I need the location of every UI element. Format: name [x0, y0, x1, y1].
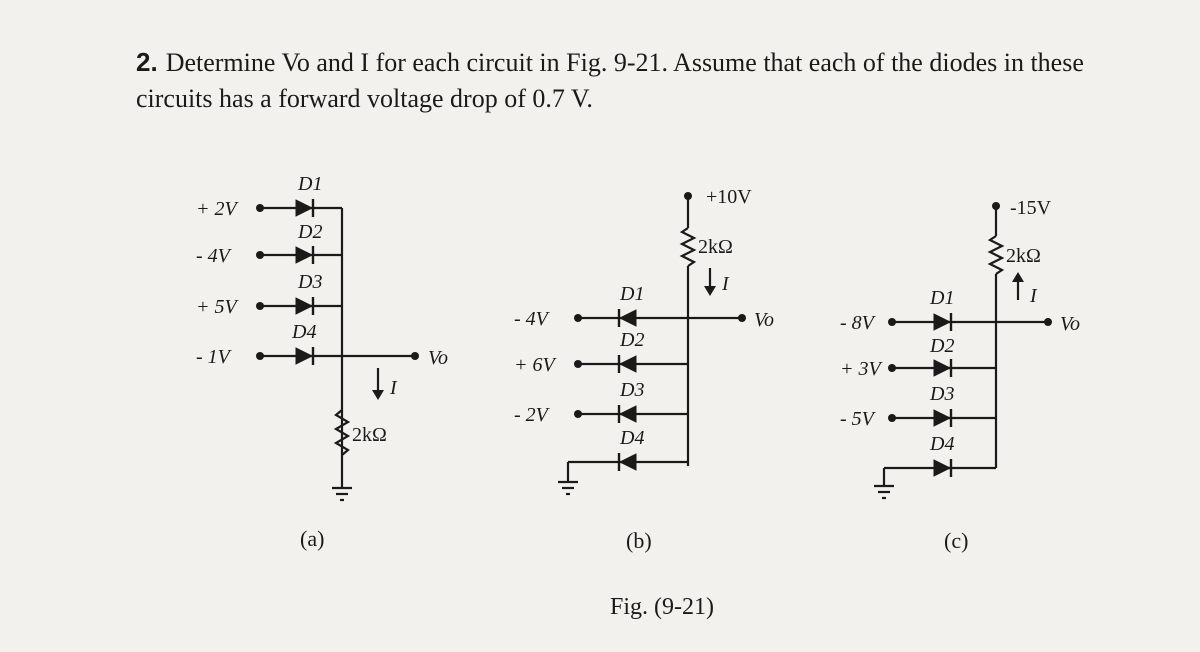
diode-c-d3	[934, 409, 951, 427]
diode-label-a-1: D1	[298, 173, 323, 195]
diode-label-c-3: D3	[930, 383, 955, 405]
diode-a-d4	[296, 347, 313, 365]
input-label-a-2: - 4V	[196, 245, 230, 267]
supply-label-b: +10V	[706, 186, 752, 208]
resistor-label-a: 2kΩ	[352, 424, 387, 446]
input-label-b-3: - 2V	[514, 404, 548, 426]
input-label-b-1: - 4V	[514, 308, 548, 330]
diode-a-d3	[296, 297, 313, 315]
circuit-label-a: (a)	[300, 526, 325, 551]
circuit-b	[514, 186, 774, 553]
input-label-a-1: + 2V	[196, 198, 237, 220]
diode-c-d4	[934, 459, 951, 477]
diode-a-d2	[296, 246, 313, 264]
output-node-b	[738, 314, 746, 322]
circuit-c	[840, 197, 1080, 553]
current-arrow-b	[704, 286, 716, 296]
resistor-label-b: 2kΩ	[698, 236, 733, 258]
output-node-a	[411, 352, 419, 360]
diode-c-d2	[934, 359, 951, 377]
resistor-b	[682, 228, 694, 266]
diode-b-d4	[619, 453, 636, 471]
input-label-c-3: - 5V	[840, 408, 874, 430]
diode-label-b-2: D2	[620, 329, 645, 351]
figure-caption: Fig. (9-21)	[610, 594, 714, 620]
input-label-a-4: - 1V	[196, 346, 230, 368]
diode-label-c-1: D1	[930, 287, 955, 309]
output-node-c	[1044, 318, 1052, 326]
diode-label-a-4: D4	[292, 321, 317, 343]
diode-label-a-2: D2	[298, 221, 323, 243]
input-label-c-2: + 3V	[840, 358, 881, 380]
question-body: Determine Vo and I for each circuit in Fig. 9-21. Assume that each of the diodes in these circuits has a forward voltage drop of 0.7 V.	[136, 48, 1084, 113]
diode-a-d1	[296, 199, 313, 217]
diode-label-a-3: D3	[298, 271, 323, 293]
diode-b-d3	[619, 405, 636, 423]
current-label-b: I	[722, 273, 729, 295]
diode-c-d1	[934, 313, 951, 331]
diode-label-c-4: D4	[930, 433, 955, 455]
current-arrow-c	[1012, 272, 1024, 282]
supply-label-c: -15V	[1010, 197, 1052, 219]
diode-label-b-3: D3	[620, 379, 645, 401]
question-number: 2.	[136, 47, 158, 77]
diode-b-d2	[619, 355, 636, 373]
diode-b-d1	[619, 309, 636, 327]
output-label-b: Vo	[754, 309, 774, 331]
input-label-c-1: - 8V	[840, 312, 874, 334]
resistor-c	[990, 236, 1002, 274]
circuit-label-c: (c)	[944, 528, 969, 553]
input-label-b-2: + 6V	[514, 354, 555, 376]
current-label-a: I	[390, 377, 397, 399]
diode-label-b-4: D4	[620, 427, 645, 449]
circuit-label-b: (b)	[626, 528, 652, 553]
circuit-a	[196, 173, 448, 551]
current-arrow-a	[372, 390, 384, 400]
diode-label-b-1: D1	[620, 283, 645, 305]
current-label-c: I	[1030, 285, 1037, 307]
output-label-c: Vo	[1060, 313, 1080, 335]
diode-label-c-2: D2	[930, 335, 955, 357]
output-label-a: Vo	[428, 347, 448, 369]
input-label-a-3: + 5V	[196, 296, 237, 318]
resistor-label-c: 2kΩ	[1006, 245, 1041, 267]
